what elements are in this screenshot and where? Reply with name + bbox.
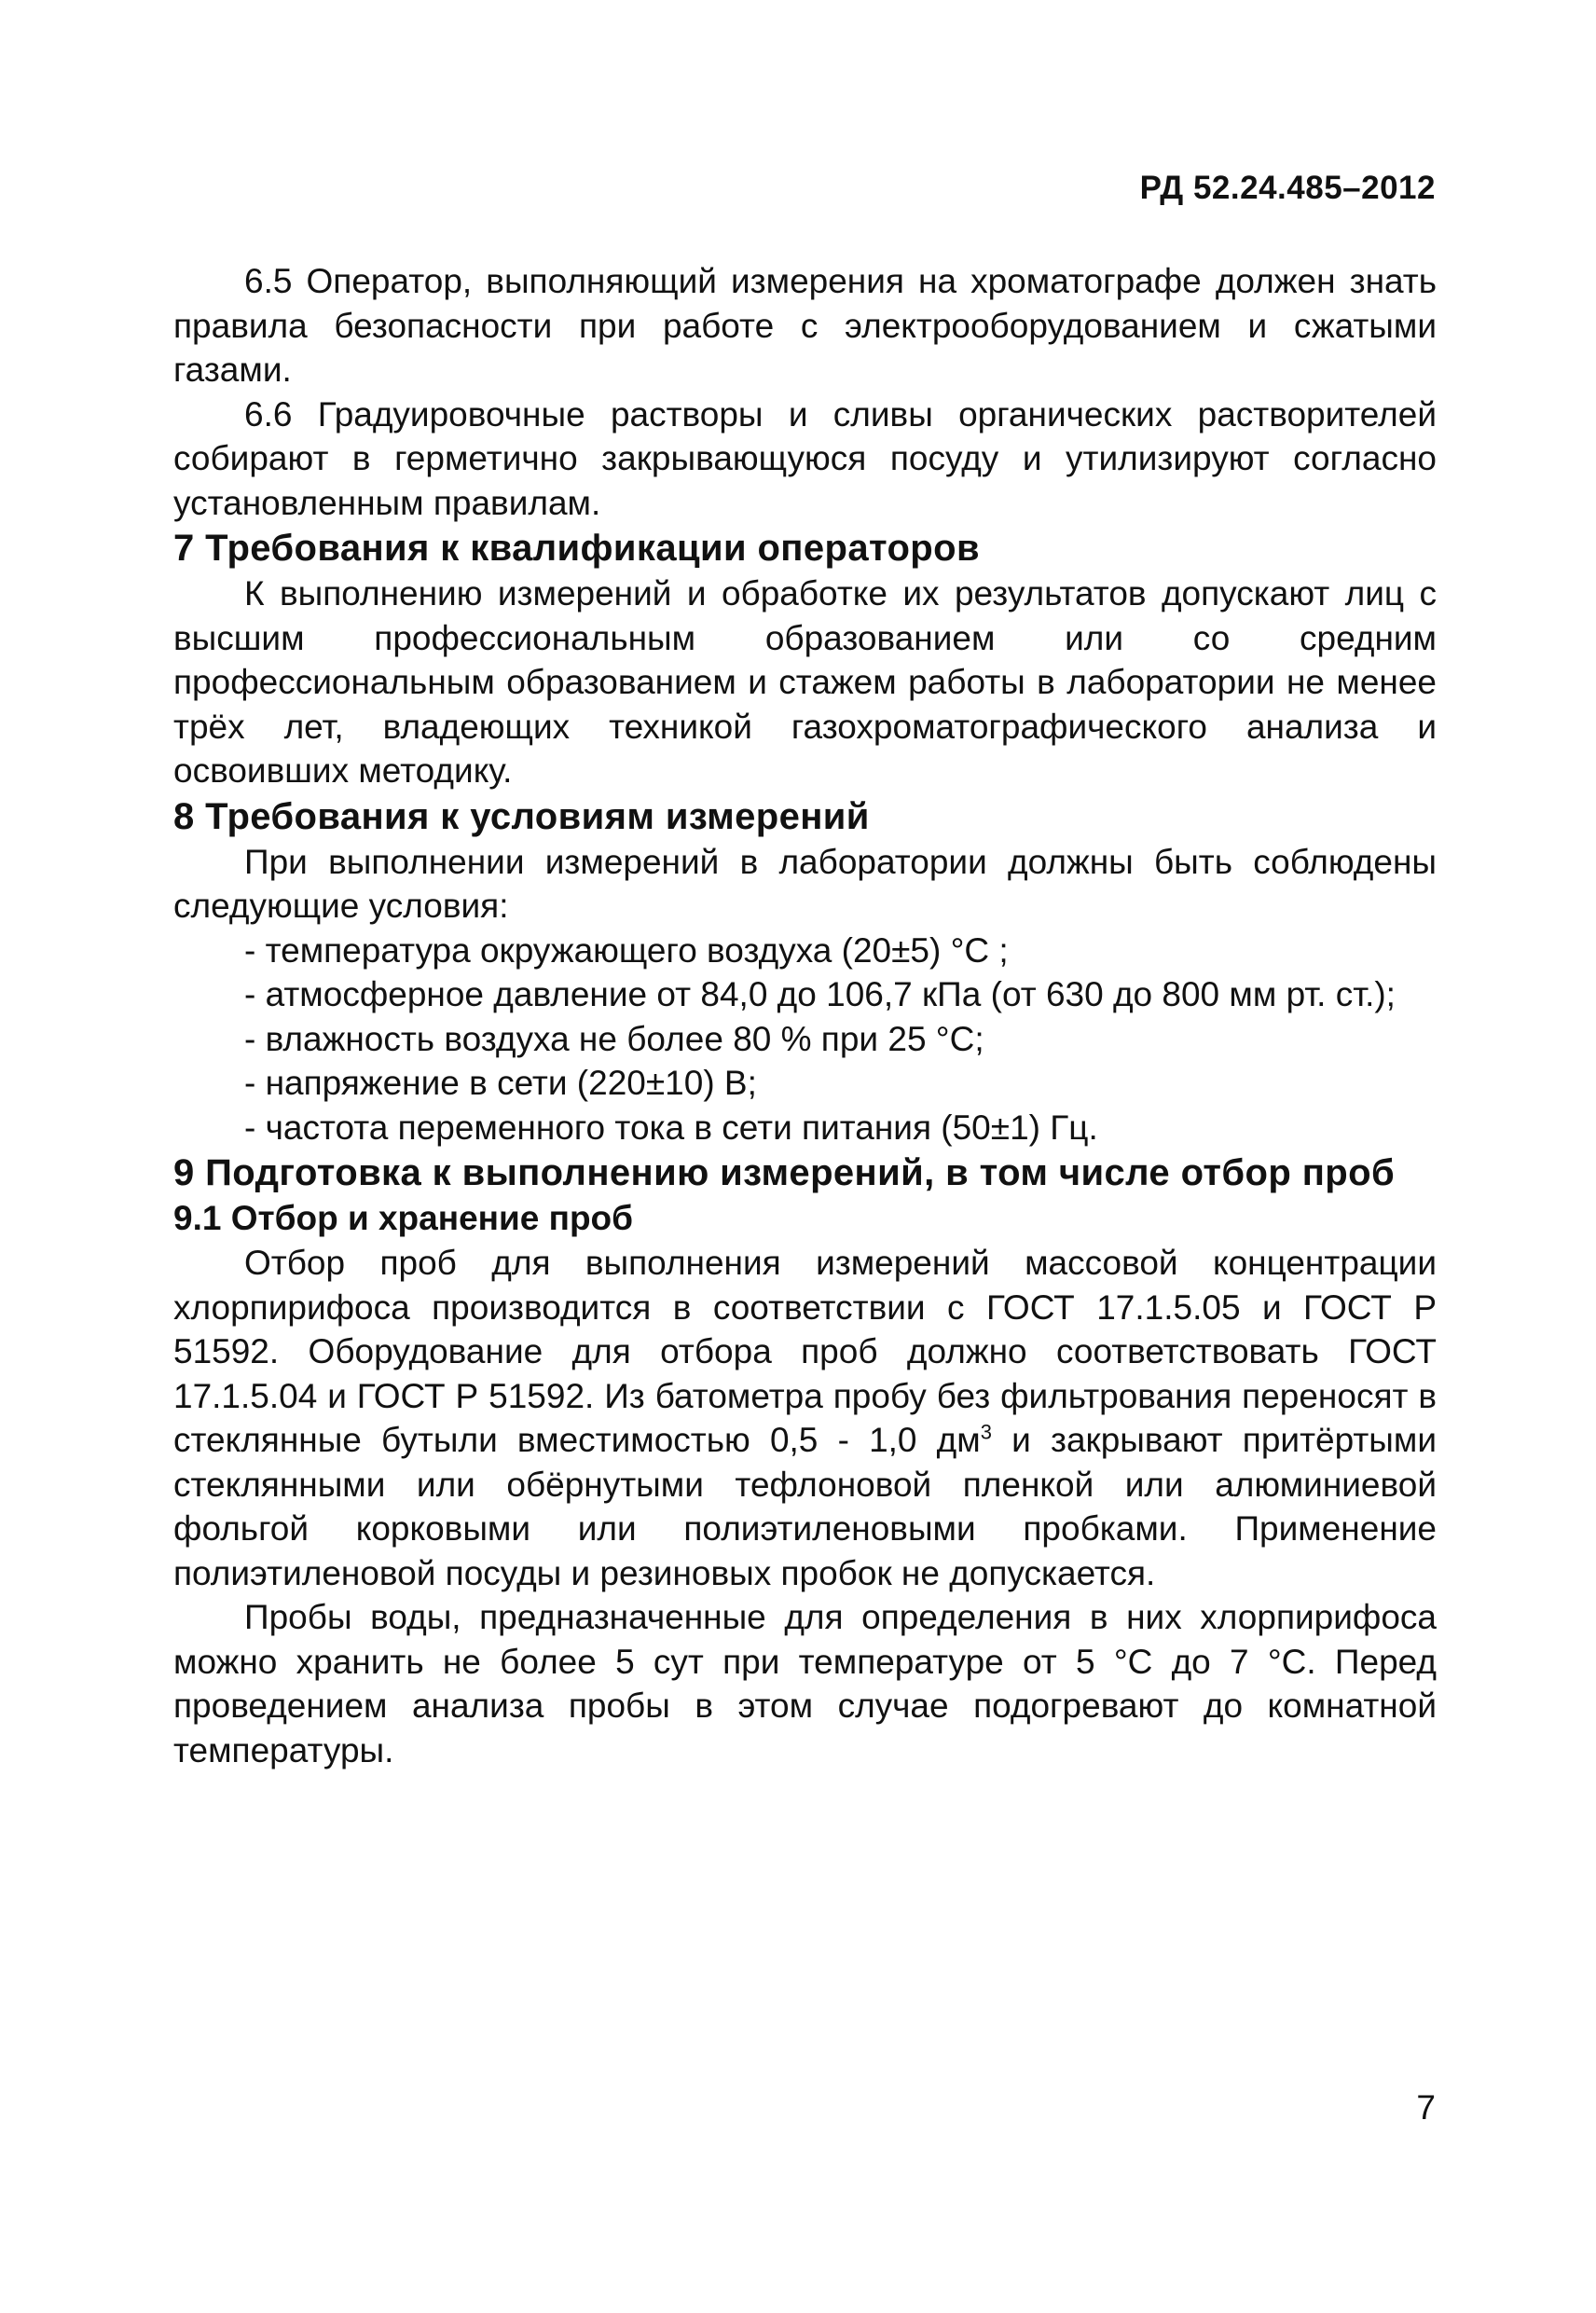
- document-code-header: РД 52.24.485–2012: [1139, 170, 1436, 206]
- section-7-title: 7 Требования к квалификации операторов: [173, 528, 980, 569]
- paragraph-text-part: и закрывают притёртыми стеклянными или обёрнутыми тефлоновой пленкой или алюминиевой фольгой корковыми или полиэтиленовыми пробками. Применение полиэтиленовой посуды и резиновых пробок не допускается.: [173, 1421, 1437, 1592]
- section-8-intro: При выполнении измерений в лаборатории должны быть соблюдены следующие условия:: [173, 842, 1437, 925]
- condition-item-frequency: - частота переменного тока в сети питания (50±1) Гц.: [244, 1108, 1098, 1147]
- section-9-title: 9 Подготовка к выполнению измерений, в том числе отбор проб: [173, 1152, 1396, 1193]
- condition-item-humidity: - влажность воздуха не более 80 % при 25 °С;: [244, 1019, 984, 1058]
- page-number: 7: [1416, 2088, 1436, 2127]
- section-9-1-paragraph-2: Пробы воды, предназначенные для определения в них хлорпирифоса можно хранить не более 5 сут при температуре от 5 °С до 7 °С. Перед проведением анализа пробы в этом случае подогревают до комнатной температуры.: [173, 1598, 1437, 1769]
- section-9-1-paragraph-1: [173, 1241, 1437, 1595]
- condition-item-voltage: - напряжение в сети (220±10) В;: [244, 1064, 757, 1102]
- paragraph-6-6: 6.6 Градуировочные растворы и сливы органических растворителей собирают в герметично закрывающуюся посуду и утилизируют согласно установленным правилам.: [173, 394, 1437, 522]
- condition-item-pressure: - атмосферное давление от 84,0 до 106,7 кПа (от 630 до 800 мм рт. ст.);: [244, 975, 1396, 1013]
- paragraph-6-5: 6.5 Оператор, выполняющий измерения на хроматографе должен знать правила безопасности при работе с электрооборудованием и сжатыми газами.: [173, 262, 1437, 389]
- page-content: [173, 259, 1437, 1772]
- conditions-list: [173, 929, 1437, 1150]
- section-8-title: 8 Требования к условиям измерений: [173, 795, 870, 837]
- paragraph-text-part: Отбор проб для выполнения измерений массовой концентрации хлорпирифоса производится в соответствии с ГОСТ 17.1.5.05 и ГОСТ Р 51592. Оборудование для отбора проб должно соответствовать ГОСТ 17.1.5.04 и ГОСТ Р 51592. Из батометра пробу без фильтрования переносят в стеклянные бутыли вместимостью 0,5 - 1,0 дм: [173, 1244, 1437, 1459]
- subsection-9-1-title: 9.1 Отбор и хранение проб: [173, 1199, 634, 1237]
- section-7-text: К выполнению измерений и обработке их результатов допускают лиц с высшим профессиональным образованием или со средним профессиональным образованием и стажем работы в лаборатории не менее трёх лет, владеющих техникой газохроматографического анализа и освоивших методику.: [173, 574, 1437, 790]
- superscript-cube: 3: [980, 1420, 992, 1444]
- condition-item-temperature: - температура окружающего воздуха (20±5) °С ;: [244, 930, 1009, 970]
